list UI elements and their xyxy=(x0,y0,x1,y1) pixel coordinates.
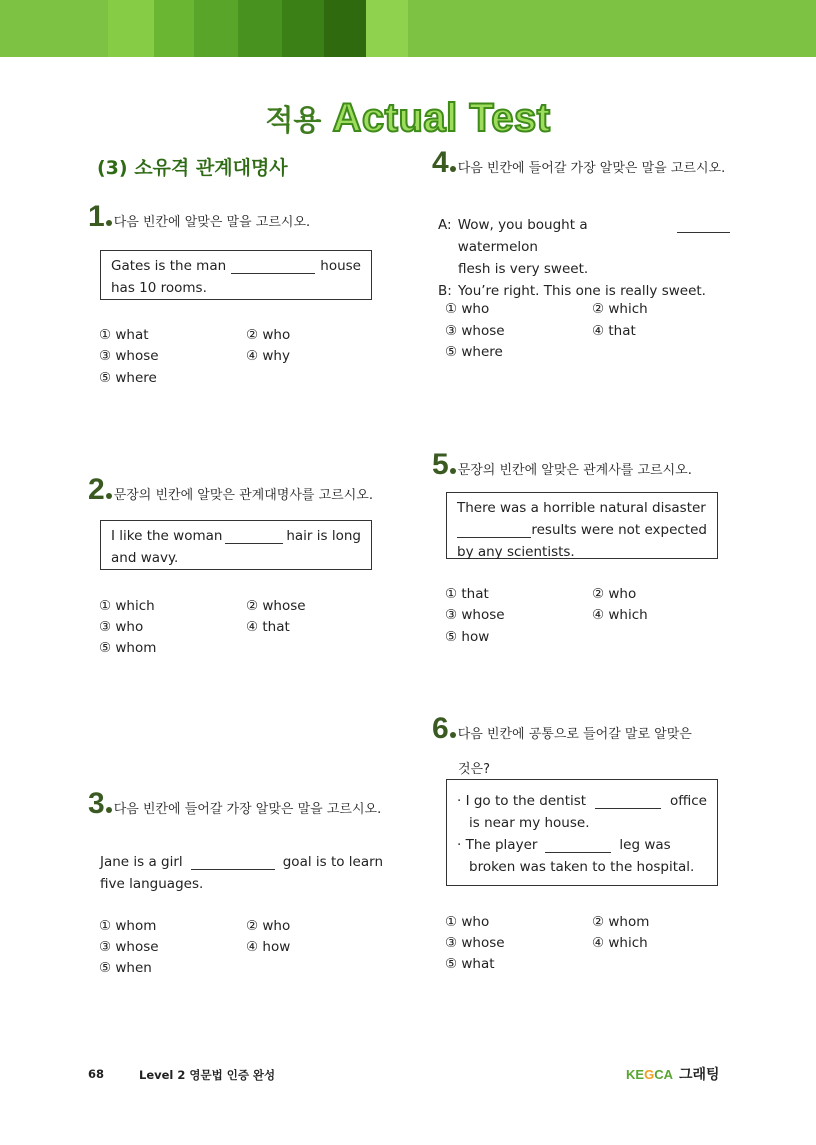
header-stripe-5 xyxy=(282,0,324,57)
question-5-box xyxy=(446,492,718,559)
header-stripe-6 xyxy=(324,0,366,57)
brand-part: KE xyxy=(626,1067,645,1082)
option-3[interactable]: ③ who xyxy=(99,619,144,635)
question-6-heading xyxy=(432,712,692,746)
question-6-prompt-continued: 것은? xyxy=(458,762,491,777)
option-2[interactable]: ② whom xyxy=(592,914,650,930)
question-prompt: 다음 빈칸에 공통으로 들어갈 말로 알맞은 xyxy=(457,727,692,742)
bullet-dot xyxy=(106,493,112,499)
question-number: 3 xyxy=(88,787,105,820)
option-1[interactable]: ① whom xyxy=(99,918,157,934)
question-5-heading xyxy=(432,448,692,482)
sentence-part: hair is long xyxy=(286,528,361,544)
option-3[interactable]: ③ whose xyxy=(445,935,505,951)
page-title xyxy=(0,96,816,141)
option-2[interactable]: ② who xyxy=(592,586,637,602)
question-prompt: 다음 빈칸에 들어갈 가장 알맞은 말을 고르시오. xyxy=(113,802,382,817)
bullet-dot xyxy=(450,166,456,172)
answer-blank xyxy=(545,838,611,853)
option-1[interactable]: ① who xyxy=(445,301,490,317)
option-1[interactable]: ① who xyxy=(445,914,490,930)
brand-part: G xyxy=(644,1067,655,1082)
question-number: 6 xyxy=(432,712,449,745)
option-3[interactable]: ③ whose xyxy=(445,607,505,623)
option-2[interactable]: ② who xyxy=(246,918,291,934)
title-korean: 적용 xyxy=(265,103,322,137)
question-prompt: 다음 빈칸에 들어갈 가장 알맞은 말을 고르시오. xyxy=(457,161,726,176)
brand-part: CA xyxy=(654,1067,673,1082)
sentence-part: leg was xyxy=(619,837,671,853)
header-stripe-7 xyxy=(366,0,408,57)
question-prompt: 문장의 빈칸에 알맞은 관계사를 고르시오. xyxy=(457,463,692,478)
sentence-line: has 10 rooms. xyxy=(111,280,207,296)
option-3[interactable]: ③ whose xyxy=(445,323,505,339)
option-1[interactable]: ① which xyxy=(99,598,155,614)
answer-blank xyxy=(231,259,315,274)
answer-blank xyxy=(457,523,531,538)
question-1-box xyxy=(100,250,372,300)
option-5[interactable]: ⑤ how xyxy=(445,629,490,645)
header-stripe-4 xyxy=(238,0,282,57)
option-5[interactable]: ⑤ where xyxy=(99,370,157,386)
question-2-box xyxy=(100,520,372,570)
option-4[interactable]: ④ that xyxy=(246,619,290,635)
question-4-dialogue xyxy=(438,214,730,302)
option-5[interactable]: ⑤ what xyxy=(445,956,495,972)
speaker-b-line: You’re right. This one is really sweet. xyxy=(458,283,706,299)
question-1-heading xyxy=(88,200,310,234)
speaker-a-line: Wow, you bought a watermelon xyxy=(457,217,588,255)
option-3[interactable]: ③ whose xyxy=(99,939,159,955)
bullet-dot xyxy=(106,807,112,813)
option-4[interactable]: ④ why xyxy=(246,348,290,364)
option-2[interactable]: ② which xyxy=(592,301,648,317)
bullet-dot xyxy=(450,468,456,474)
sentence-part: house xyxy=(320,258,361,274)
answer-blank xyxy=(191,855,275,870)
option-4[interactable]: ④ which xyxy=(592,607,648,623)
sentence-line: There was a horrible natural disaster xyxy=(457,500,706,516)
question-3-heading xyxy=(88,787,381,821)
sentence-part: results were not expected xyxy=(531,522,707,538)
option-4[interactable]: ④ which xyxy=(592,935,648,951)
sentence-part: Jane is a girl xyxy=(100,854,183,870)
option-1[interactable]: ① what xyxy=(99,327,149,343)
question-number: 5 xyxy=(432,448,449,481)
option-5[interactable]: ⑤ when xyxy=(99,960,152,976)
option-4[interactable]: ④ how xyxy=(246,939,291,955)
question-prompt: 다음 빈칸에 알맞은 말을 고르시오. xyxy=(113,215,311,230)
bullet-dot xyxy=(106,220,112,226)
question-number: 2 xyxy=(88,473,105,506)
title-english: Actual Test xyxy=(332,96,551,140)
header-stripe-2 xyxy=(154,0,194,57)
question-6-box xyxy=(446,779,718,886)
sentence-part: office xyxy=(669,793,707,809)
publisher-logo xyxy=(626,1064,720,1084)
sentence-line: by any scientists. xyxy=(457,544,575,560)
option-4[interactable]: ④ that xyxy=(592,323,636,339)
question-number: 1 xyxy=(88,200,105,233)
option-1[interactable]: ① that xyxy=(445,586,489,602)
brand-korean: 그래팅 xyxy=(678,1066,720,1082)
sentence-line: and wavy. xyxy=(111,550,179,566)
sentence-part: Gates is the man xyxy=(111,258,227,274)
answer-blank xyxy=(225,529,283,544)
sentence-part: goal is to learn xyxy=(282,854,383,870)
sentence-line: is near my house. xyxy=(469,815,590,831)
book-title: Level 2 영문법 인증 완성 xyxy=(139,1068,276,1082)
sentence-line: five languages. xyxy=(100,876,204,892)
option-5[interactable]: ⑤ where xyxy=(445,344,503,360)
speaker-a-continued: flesh is very sweet. xyxy=(458,261,589,277)
question-number: 4 xyxy=(432,146,449,179)
option-2[interactable]: ② who xyxy=(246,327,291,343)
answer-blank xyxy=(595,794,661,809)
speaker-b-label: B: xyxy=(438,283,452,299)
header-stripe-1 xyxy=(108,0,154,57)
sentence-part: · The player xyxy=(457,837,538,853)
sentence-line: broken was taken to the hospital. xyxy=(469,859,695,875)
sentence-part: I like the woman xyxy=(111,528,223,544)
speaker-a-label: A: xyxy=(438,217,452,233)
option-5[interactable]: ⑤ whom xyxy=(99,640,157,656)
header-stripe-3 xyxy=(194,0,238,57)
option-2[interactable]: ② whose xyxy=(246,598,306,614)
question-3-sentence xyxy=(100,851,383,895)
section-heading: (3) 소유격 관계대명사 xyxy=(97,157,288,179)
sentence-part: · I go to the dentist xyxy=(457,793,587,809)
bullet-dot xyxy=(450,732,456,738)
question-2-heading xyxy=(88,473,373,507)
option-3[interactable]: ③ whose xyxy=(99,348,159,364)
question-prompt: 문장의 빈칸에 알맞은 관계대명사를 고르시오. xyxy=(113,488,373,503)
answer-blank xyxy=(677,218,730,233)
page-number: 68 xyxy=(88,1067,105,1081)
question-4-heading xyxy=(432,146,725,180)
